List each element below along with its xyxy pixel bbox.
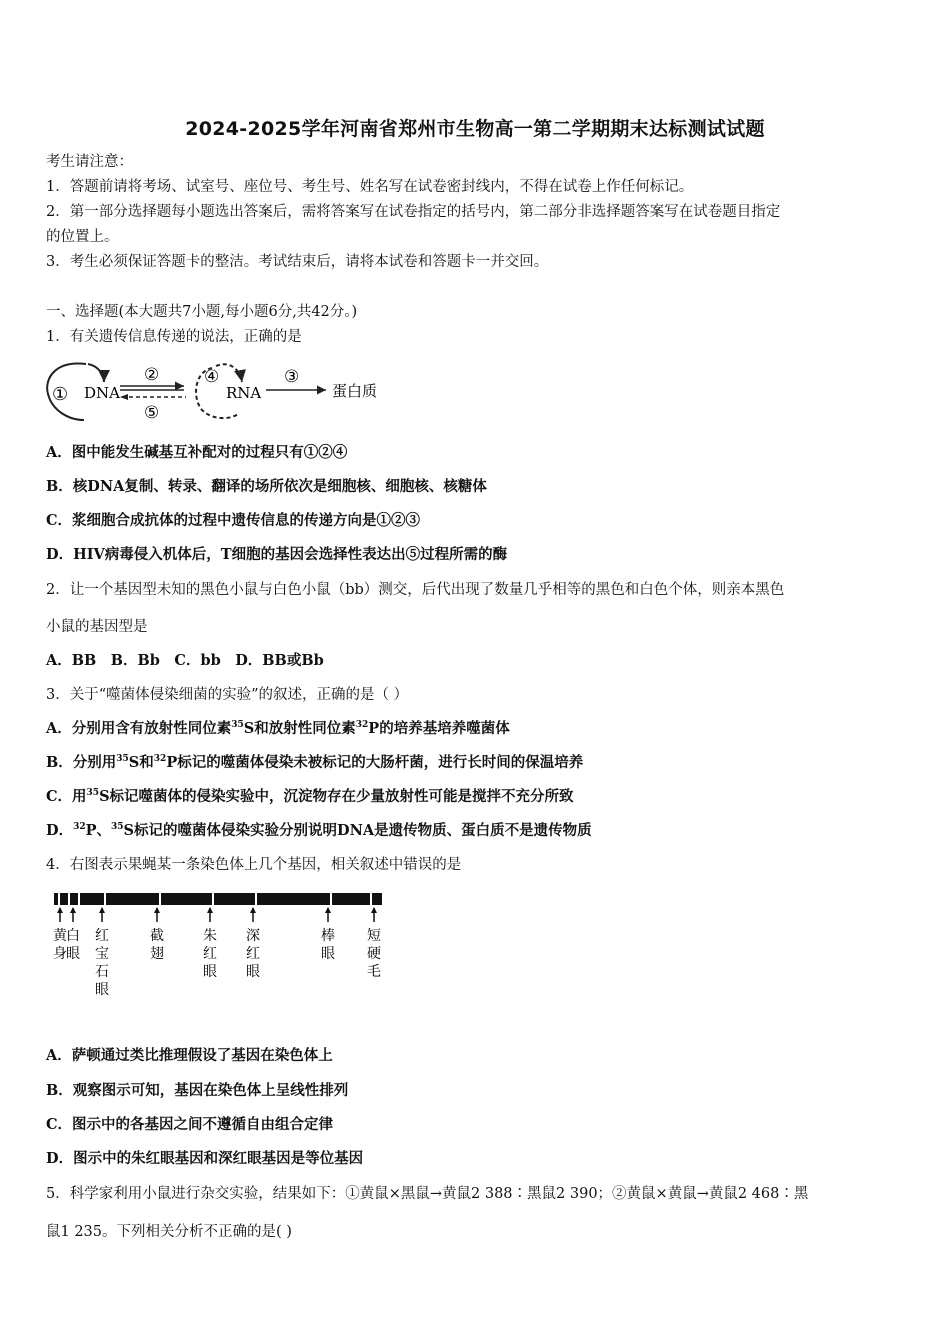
figure-label-5: ⑤	[144, 403, 160, 423]
q5-stem-line1: 5．科学家利用小鼠进行杂交实验，结果如下：①黄鼠×黑鼠→黄鼠2 388∶黑鼠2 390；②黄鼠×黄鼠→黄鼠2 468∶黑	[46, 1186, 809, 1202]
chromosome-band-gap	[78, 893, 80, 905]
gene-marker-arrowhead	[325, 907, 331, 913]
gene-marker-arrowhead	[207, 907, 213, 913]
gene-marker-arrowhead	[371, 907, 377, 913]
q1-central-dogma-figure	[44, 358, 394, 424]
q3-stem: 3．关于“噬菌体侵染细菌的实验”的叙述，正确的是（ ）	[46, 687, 409, 703]
notice-item: 2．第一部分选择题每小题选出答案后，需将答案写在试卷指定的括号内，第二部分非选择题答案写在试卷题目指定	[46, 204, 781, 220]
chromosome-band-gap	[330, 893, 332, 905]
gene-label: 黄身	[53, 928, 67, 962]
q4-option-a: A．萨顿通过类比推理假设了基因在染色体上	[46, 1047, 333, 1064]
q4-chromosome-figure	[44, 888, 394, 1008]
section-heading: 一、选择题(本大题共7小题,每小题6分,共42分。)	[46, 304, 358, 320]
gene-marker-arrowhead	[154, 907, 160, 913]
gene-label: 白眼	[66, 928, 80, 962]
q3-option-a: A．分别用含有放射性同位素$^{35}$S和放射性同位素$^{32}$P的培养基培养噬菌体	[46, 720, 510, 737]
chromosome-band-gap	[104, 893, 106, 905]
q2-stem-line2: 小鼠的基因型是	[46, 619, 148, 635]
q2-options: A．BB B．Bb C．bb D．BB或Bb	[46, 652, 324, 669]
q4-stem: 4．右图表示果蝇某一条染色体上几个基因，相关叙述中错误的是	[46, 857, 462, 873]
q4-option-c: C．图示中的各基因之间不遵循自由组合定律	[46, 1116, 334, 1133]
gene-marker-arrowhead	[250, 907, 256, 913]
q1-option-b: B．核DNA复制、转录、翻译的场所依次是细胞核、细胞核、核糖体	[46, 478, 487, 495]
chromosome-bar	[54, 893, 382, 905]
q1-option-c: C．浆细胞合成抗体的过程中遗传信息的传递方向是①②③	[46, 512, 421, 529]
q2-stem-line1: 2．让一个基因型未知的黑色小鼠与白色小鼠（bb）测交，后代出现了数量几乎相等的黑色和白色个体，则亲本黑色	[46, 582, 785, 598]
notice-heading: 考生请注意：	[46, 154, 133, 170]
figure-label-1: ①	[52, 384, 69, 405]
gene-label: 朱红眼	[203, 928, 217, 980]
figure-label-3: ③	[284, 367, 300, 387]
page-title: 2024-2025学年河南省郑州市生物高一第二学期期末达标测试试题	[185, 118, 765, 140]
figure-label-rna: RNA	[226, 384, 262, 402]
gene-label: 截翅	[150, 928, 164, 962]
figure-label-protein: 蛋白质	[332, 382, 378, 400]
gene-label: 深红眼	[246, 928, 260, 980]
gene-marker-arrowhead	[70, 907, 76, 913]
q1-stem: 1．有关遗传信息传递的说法，正确的是	[46, 329, 302, 345]
figure-label-dna: DNA	[84, 384, 120, 402]
chromosome-band-gap	[58, 893, 60, 905]
q1-option-d: D．HIV病毒侵入机体后，T细胞的基因会选择性表达出⑤过程所需的酶	[46, 546, 508, 563]
chromosome-band-gap	[212, 893, 214, 905]
notice-item: 1．答题前请将考场、试室号、座位号、考生号、姓名写在试卷密封线内，不得在试卷上作任何标记。	[46, 179, 694, 195]
chromosome-band-gap	[159, 893, 161, 905]
q5-stem-line2: 鼠1 235。下列相关分析不正确的是( )	[46, 1224, 292, 1240]
chromosome-band-gap	[370, 893, 372, 905]
gene-label: 短硬毛	[367, 928, 381, 980]
notice-item: 3．考生必须保证答题卡的整洁。考试结束后，请将本试卷和答题卡一并交回。	[46, 254, 549, 270]
q4-option-b: B．观察图示可知，基因在染色体上呈线性排列	[46, 1082, 349, 1099]
figure-label-4: ④	[204, 367, 220, 387]
gene-marker-arrowhead	[99, 907, 105, 913]
chromosome-band-gap	[255, 893, 257, 905]
q3-option-d: D．$^{32}$P、$^{35}$S标记的噬菌体侵染实验分别说明DNA是遗传物质、蛋白质不是遗传物质	[46, 822, 592, 839]
chromosome-band-gap	[68, 893, 70, 905]
gene-label: 棒眼	[321, 928, 335, 962]
q1-option-a: A．图中能发生碱基互补配对的过程只有①②④	[46, 444, 348, 461]
gene-marker-arrowhead	[57, 907, 63, 913]
figure-label-2: ②	[144, 365, 160, 385]
q3-option-b: B．分别用$^{35}$S和$^{32}$P标记的噬菌体侵染未被标记的大肠杆菌，进行长时间的保温培养	[46, 754, 584, 771]
q4-option-d: D．图示中的朱红眼基因和深红眼基因是等位基因	[46, 1150, 364, 1167]
q3-option-c: C．用$^{35}$S标记噬菌体的侵染实验中，沉淀物存在少量放射性可能是搅拌不充分所致	[46, 788, 574, 805]
notice-item: 的位置上。	[46, 229, 119, 245]
gene-label: 红宝石眼	[95, 928, 109, 998]
